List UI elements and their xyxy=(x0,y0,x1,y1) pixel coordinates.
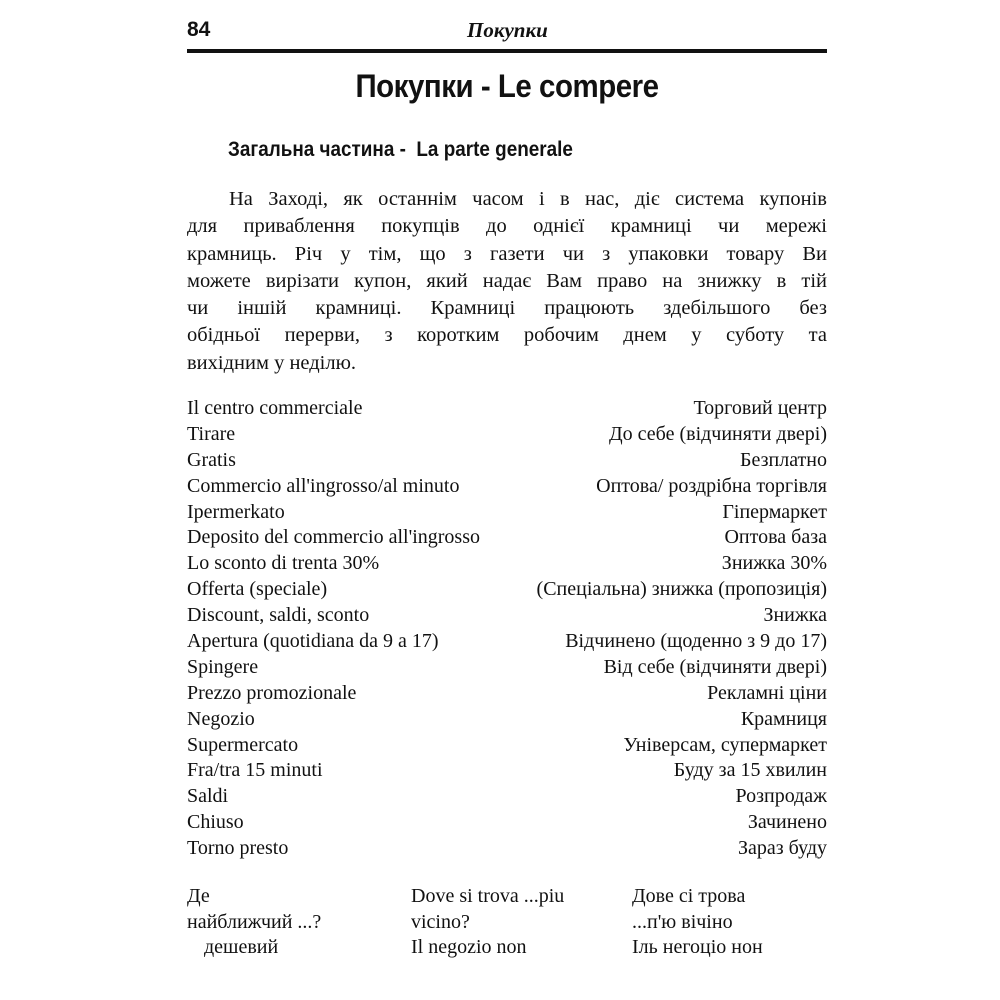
intro-line: обідньої перерви, з коротким робочим днем у суботу та xyxy=(187,324,827,347)
vocabulary-row xyxy=(187,758,827,784)
italian-term: Commercio all'ingrosso/al minuto xyxy=(187,474,460,497)
vocabulary-list xyxy=(187,396,827,862)
pronunciation: Дове сі трова xyxy=(632,885,746,907)
vocabulary-row xyxy=(187,577,827,603)
italian-term: Torno presto xyxy=(187,837,289,860)
ukrainian-term: Безплатно xyxy=(740,448,827,471)
ukrainian-term: Від себе (відчиняти двері) xyxy=(603,655,827,678)
vocabulary-row xyxy=(187,500,827,526)
italian-term: Supermercato xyxy=(187,733,299,756)
italian-phrase: Il negozio non xyxy=(411,936,527,958)
ukrainian-term: Буду за 15 хвилин xyxy=(673,759,827,782)
section-title: Загальна частина - La parte generale xyxy=(228,138,573,161)
italian-phrase: Dove si trova ...piu xyxy=(411,885,565,907)
pronunciation: Іль негоціо нон xyxy=(632,936,763,958)
italian-term: Gratis xyxy=(187,448,236,471)
chapter-title: Покупки - Le compere xyxy=(355,68,659,104)
ukrainian-term: До себе (відчиняти двері) xyxy=(609,422,827,445)
italian-term: Ipermerkato xyxy=(187,500,285,523)
intro-line: для приваблення покупців до однієї крамниці чи мережі xyxy=(187,215,827,238)
ukrainian-term: Відчинено (щоденно з 9 до 17) xyxy=(565,630,827,653)
header-rule xyxy=(187,49,827,53)
vocabulary-row xyxy=(187,810,827,836)
ukrainian-term: Торговий центр xyxy=(693,397,827,419)
vocabulary-row xyxy=(187,629,827,655)
ukrainian-term: Крамниця xyxy=(740,707,827,730)
phrase-table xyxy=(187,884,827,961)
intro-paragraph xyxy=(187,186,827,377)
ukrainian-term: Зачинено xyxy=(747,811,827,834)
italian-term: Spingere xyxy=(187,655,259,678)
ukrainian-term: Зараз буду xyxy=(737,837,827,860)
ukrainian-term: Знижка xyxy=(763,604,827,627)
running-title: Покупки xyxy=(467,18,548,42)
italian-term: Fra/tra 15 minuti xyxy=(187,759,323,782)
italian-term: Prezzo promozionale xyxy=(187,681,357,704)
italian-term: Saldi xyxy=(187,785,229,808)
ukrainian-phrase: дешевий xyxy=(204,936,279,958)
ukrainian-term: Рекламні ціни xyxy=(707,681,827,704)
italian-term: Offerta (speciale) xyxy=(187,578,328,601)
ukrainian-phrase: найближчий ...? xyxy=(187,910,322,933)
ukrainian-phrase: Де xyxy=(187,885,210,907)
vocabulary-row xyxy=(187,655,827,681)
italian-term: Il centro commerciale xyxy=(187,397,363,419)
italian-term: Negozio xyxy=(187,707,255,730)
page-number: 84 xyxy=(187,18,211,41)
intro-line: вихідним у неділю. xyxy=(187,351,357,374)
ukrainian-term: Знижка 30% xyxy=(721,552,827,575)
ukrainian-term: Оптова база xyxy=(724,526,827,549)
vocabulary-row xyxy=(187,681,827,707)
intro-line: крамниць. Річ у тім, що з газети чи з упаковки товару Ви xyxy=(187,242,827,265)
ukrainian-term: (Спеціальна) знижка (пропозиція) xyxy=(536,578,827,601)
italian-term: Tirare xyxy=(187,422,236,445)
running-head xyxy=(187,14,827,50)
intro-line: На Заході, як останнім часом і в нас, діє система купонів xyxy=(229,188,827,210)
vocabulary-row xyxy=(187,396,827,422)
vocabulary-row xyxy=(187,422,827,448)
phrase-row xyxy=(187,884,827,910)
italian-term: Apertura (quotidiana da 9 a 17) xyxy=(187,630,439,653)
italian-term: Discount, saldi, sconto xyxy=(187,604,370,627)
vocabulary-row xyxy=(187,525,827,551)
vocabulary-row xyxy=(187,448,827,474)
vocabulary-row xyxy=(187,603,827,629)
vocabulary-row xyxy=(187,474,827,500)
italian-term: Lo sconto di trenta 30% xyxy=(187,552,380,575)
ukrainian-term: Гіпермаркет xyxy=(722,500,827,523)
vocabulary-row xyxy=(187,707,827,733)
intro-line: чи іншій крамниці. Крамниці працюють здебільшого без xyxy=(187,297,827,320)
vocabulary-row xyxy=(187,551,827,577)
ukrainian-term: Розпродаж xyxy=(735,785,827,808)
italian-term: Chiuso xyxy=(187,811,244,834)
intro-line: можете вирізати купон, який надає Вам право на знижку в тій xyxy=(187,269,827,292)
pronunciation: ...п'ю вічіно xyxy=(632,910,733,933)
italian-term: Deposito del commercio all'ingrosso xyxy=(187,526,480,549)
phrase-row xyxy=(187,910,827,936)
ukrainian-term: Універсам, супермаркет xyxy=(623,733,827,756)
vocabulary-row xyxy=(187,784,827,810)
vocabulary-row xyxy=(187,836,827,862)
ukrainian-term: Оптова/ роздрібна торгівля xyxy=(596,474,827,497)
italian-phrase: vicino? xyxy=(411,910,470,933)
phrase-row xyxy=(187,935,827,961)
vocabulary-row xyxy=(187,733,827,759)
